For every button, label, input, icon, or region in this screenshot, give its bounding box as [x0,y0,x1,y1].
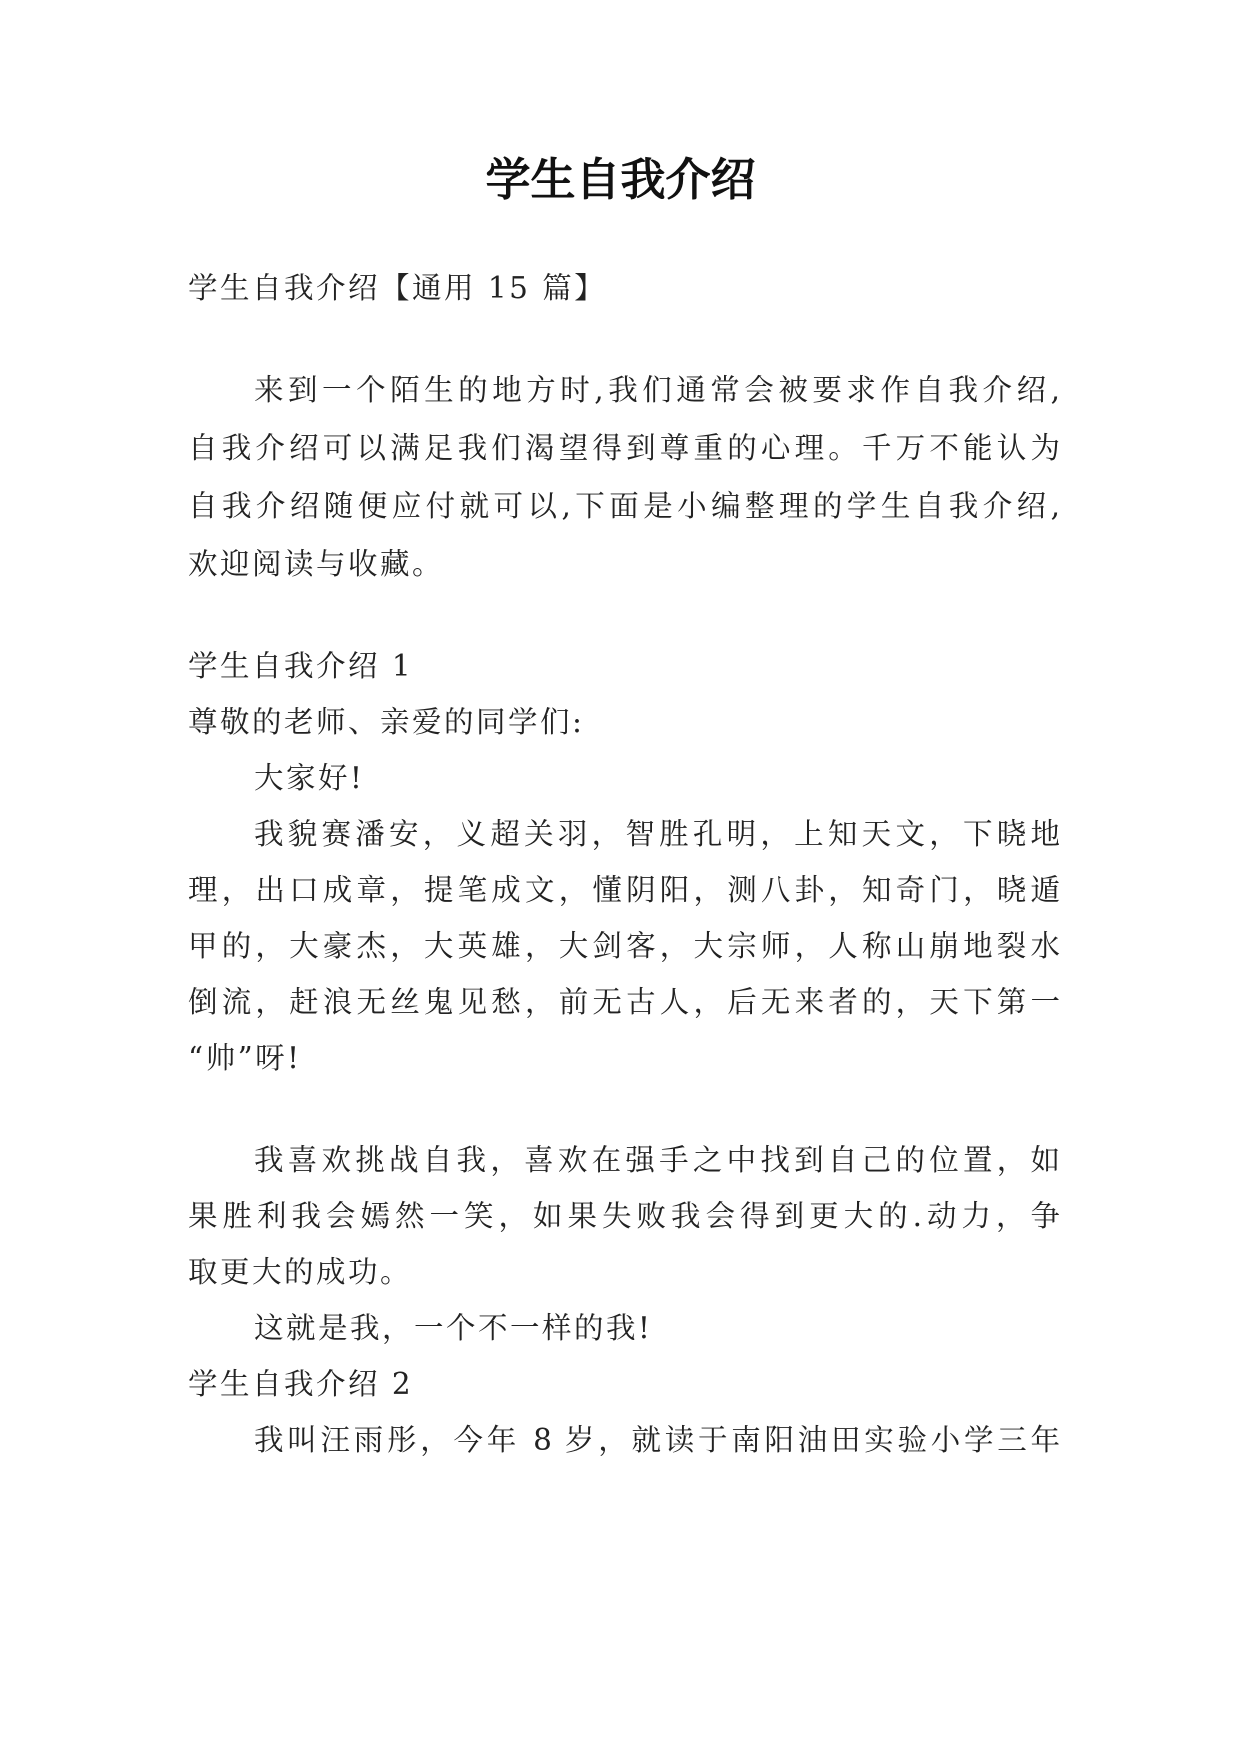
paragraph-line: 我喜欢挑战自我，喜欢在强手之中找到自己的位置，如 [254,1143,1060,1177]
intro-line: 来到一个陌生的地方时,我们通常会被要求作自我介绍, [254,373,1060,407]
document-subtitle: 学生自我介绍【通用 15 篇】 [188,271,607,305]
paragraph-line: 我貌赛潘安，义超关羽，智胜孔明，上知天文，下晓地 [254,817,1060,851]
paragraph-line: 取更大的成功。 [188,1255,413,1289]
paragraph-line: 理，出口成章，提笔成文，懂阴阳，测八卦，知奇门，晓遁 [188,873,1060,907]
greeting: 大家好! [254,761,365,795]
section-heading: 学生自我介绍 1 [188,649,414,683]
paragraph-line: 甲的，大豪杰，大英雄，大剑客，大宗师，人称山崩地裂水 [188,929,1060,963]
paragraph-line: “帅”呀! [188,1041,302,1075]
paragraph-line: 果胜利我会嫣然一笑，如果失败我会得到更大的.动力，争 [188,1199,1060,1233]
salutation: 尊敬的老师、亲爱的同学们: [188,705,585,739]
document-title: 学生自我介绍 [485,153,756,206]
paragraph-line: 倒流，赶浪无丝鬼见愁，前无古人，后无来者的，天下第一 [188,985,1060,1019]
closing-line: 这就是我，一个不一样的我! [254,1311,653,1345]
intro-line: 自我介绍随便应付就可以,下面是小编整理的学生自我介绍, [188,489,1060,523]
section-heading: 学生自我介绍 2 [188,1367,414,1401]
intro-line: 自我介绍可以满足我们渴望得到尊重的心理。千万不能认为 [188,431,1060,465]
paragraph-line: 我叫汪雨彤，今年 8 岁，就读于南阳油田实验小学三年 [254,1423,1060,1457]
intro-line: 欢迎阅读与收藏。 [188,547,445,581]
